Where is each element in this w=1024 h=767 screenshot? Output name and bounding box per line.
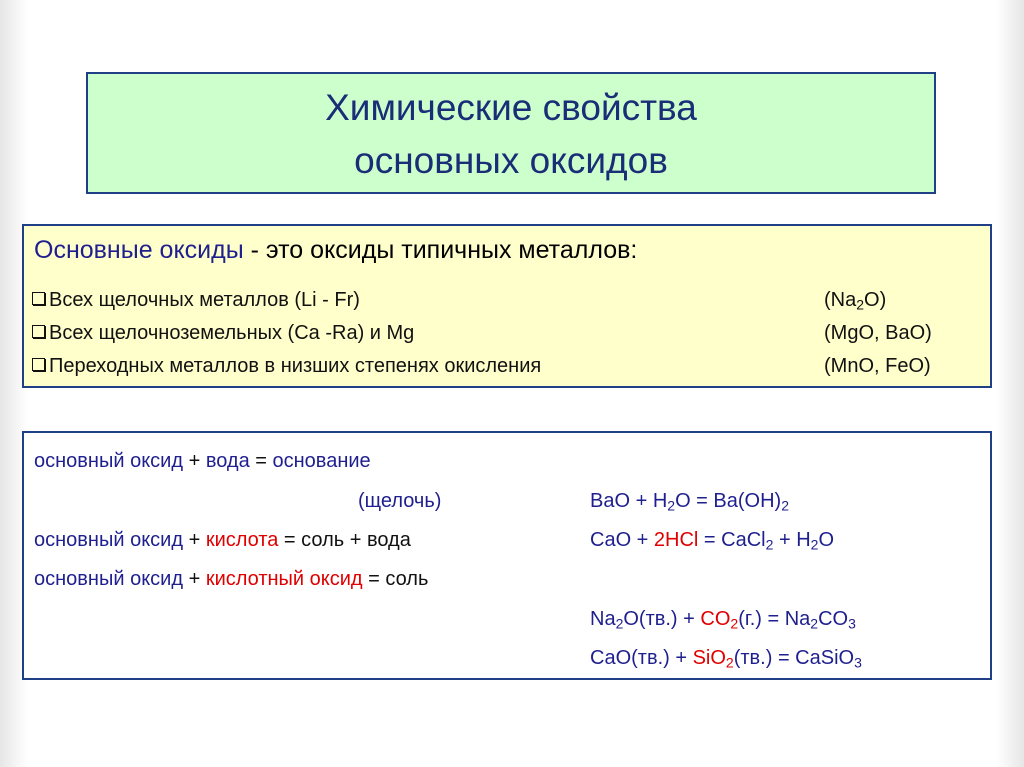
eq-part: (тв.) = CaSiO — [733, 647, 855, 669]
checkbox-bullet-icon — [32, 358, 45, 371]
eq-part: CaO + — [590, 529, 654, 551]
eq-part: BaO + H — [590, 490, 668, 512]
example-transition: (MnO, FeO) — [824, 355, 931, 377]
reactant-basic-oxide: основный оксид — [34, 568, 184, 590]
eq-acid: 2HCl — [653, 529, 699, 551]
product-salt-water: соль + вода — [301, 529, 411, 551]
definition-item-text: Переходных металлов в низших степенях окисления — [49, 355, 542, 377]
definition-item-alkali — [32, 289, 360, 312]
eq-subscript: 2 — [730, 615, 739, 632]
title-line-1: Химические свойства — [325, 87, 697, 128]
example-part: O) — [864, 289, 887, 311]
eq-part: Na — [590, 608, 616, 630]
reactant-acidic-oxide: кислотный оксид — [205, 568, 363, 590]
plus-sign: + — [183, 529, 206, 551]
reactant-acid: кислота — [205, 529, 279, 551]
definition-heading — [34, 236, 637, 265]
eq-subscript: 3 — [848, 615, 856, 632]
eq-subscript: 3 — [854, 654, 862, 671]
eq-subscript: 2 — [765, 536, 774, 553]
title-line-2: основных оксидов — [354, 139, 668, 181]
eq-acidic-oxide: SiO — [692, 647, 726, 669]
example-subscript: 2 — [856, 296, 865, 313]
reaction-rule-acidic-oxide — [34, 568, 428, 591]
reactant-basic-oxide: основный оксид — [34, 450, 184, 472]
reaction-rule-water — [34, 450, 371, 473]
eq-subscript: 2 — [781, 497, 789, 514]
checkbox-bullet-icon — [32, 292, 45, 305]
eq-part: (г.) = Na — [738, 608, 811, 630]
checkbox-bullet-icon — [32, 325, 45, 338]
eq-subscript: 2 — [615, 615, 624, 632]
definition-rest: - это оксиды типичных металлов: — [243, 236, 638, 264]
reaction-rule-acid — [34, 529, 411, 552]
equation-cao-sio2 — [590, 647, 862, 670]
example-alkali — [824, 289, 886, 312]
definition-item-alkaline-earth — [32, 322, 414, 345]
eq-subscript: 2 — [810, 536, 819, 553]
eq-acidic-oxide: CO — [700, 608, 731, 630]
slide-shadow-right — [996, 0, 1024, 767]
eq-part: O — [818, 529, 835, 551]
eq-subscript: 2 — [725, 654, 734, 671]
eq-part: O(тв.) + — [623, 608, 701, 630]
equation-cao-hcl — [590, 529, 834, 552]
equation-bao-water — [590, 490, 789, 513]
eq-part: CO — [818, 608, 849, 630]
product-base: основание — [272, 450, 371, 472]
product-salt: соль — [385, 568, 429, 590]
plus-sign: + — [183, 450, 206, 472]
definition-term: Основные оксиды — [34, 236, 244, 264]
eq-part: CaO(тв.) + — [590, 647, 693, 669]
title-box — [86, 72, 936, 194]
definition-item-text: Всех щелочных металлов (Li - Fr) — [49, 289, 360, 311]
eq-part: O = Ba(OH) — [675, 490, 782, 512]
equals-sign: = — [362, 568, 386, 590]
eq-subscript: 2 — [667, 497, 676, 514]
eq-part: = CaCl — [698, 529, 766, 551]
definition-item-text: Всех щелочноземельных (Ca -Ra) и Mg — [49, 322, 415, 344]
example-part: (Na — [824, 289, 857, 311]
definition-item-transition — [32, 355, 541, 378]
equals-sign: = — [278, 529, 302, 551]
eq-part: + H — [773, 529, 811, 551]
reactant-basic-oxide: основный оксид — [34, 529, 184, 551]
eq-subscript: 2 — [810, 615, 819, 632]
definition-box — [22, 224, 992, 388]
equation-na2o-co2 — [590, 608, 856, 631]
reaction-note-alkali: (щелочь) — [358, 490, 442, 512]
equals-sign: = — [249, 450, 273, 472]
reactions-box — [22, 431, 992, 680]
reactant-water: вода — [205, 450, 250, 472]
example-alkaline-earth: (MgO, BaO) — [824, 322, 932, 344]
plus-sign: + — [183, 568, 206, 590]
